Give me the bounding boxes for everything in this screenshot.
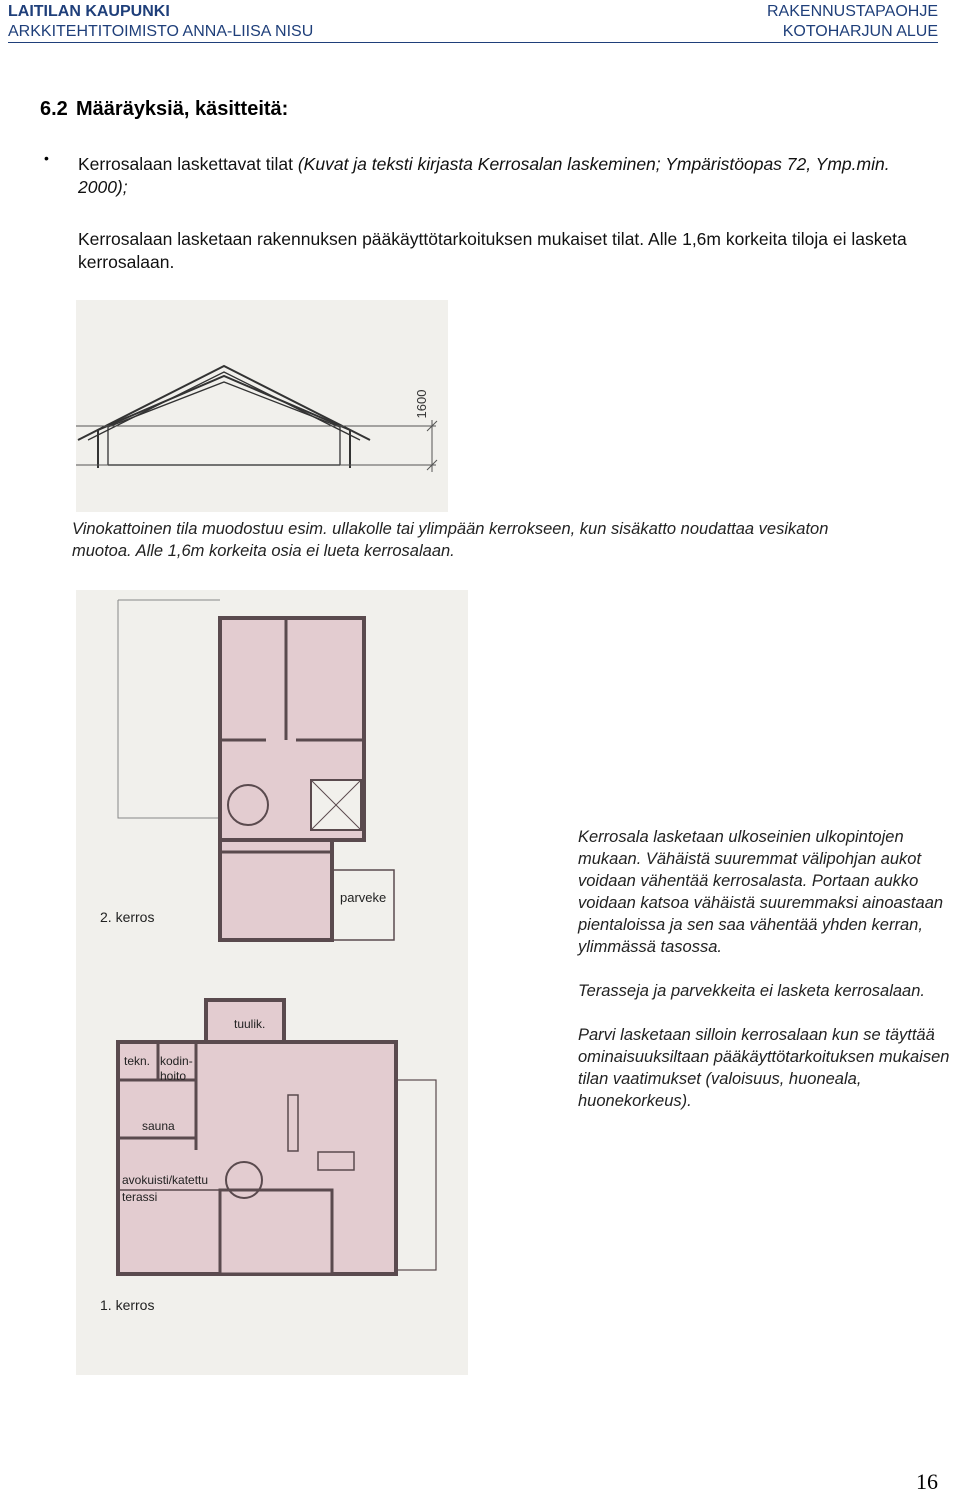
- section-title: Määräyksiä, käsitteitä:: [76, 98, 289, 120]
- utility-label-1: kodin-: [160, 1054, 193, 1068]
- header-office: ARKKITEHTITOIMISTO ANNA-LIISA NISU: [8, 23, 314, 40]
- side-paragraph-2: Terasseja ja parvekkeita ei lasketa kerrosalaan.: [578, 982, 925, 1000]
- wall-inner-outline: [108, 382, 340, 465]
- side-paragraph-1: Kerrosala lasketaan ulkoseinien ulkopintojen mukaan. Vähäistä suuremmat välipohjan aukot voidaan vähentää kerrosalasta. Portaan aukko voidaan katsoa vähäistä suuremmaksi ainoastaan pientaloissa ja sen saa vähentää yhden kerran, ylimmässä tasossa.: [578, 828, 944, 956]
- terrace-label-1: avokuisti/katettu: [122, 1173, 209, 1187]
- floor-area-explanation: [578, 826, 960, 1134]
- header-municipality: LAITILAN KAUPUNKI: [8, 3, 170, 20]
- roof-section-caption: Vinokattoinen tila muodostuu esim. ullakolle tai ylimpään kerrokseen, kun sisäkatto noudattaa vesikaton muotoa. Alle 1,6m korkeita osia ei lueta kerrosalaan.: [72, 520, 829, 560]
- section-number: 6.2: [40, 98, 68, 120]
- wall-outline: [98, 376, 350, 468]
- balcony-label: parveke: [340, 890, 387, 905]
- lower-floor-label: 1. kerros: [100, 1297, 155, 1313]
- intro-lead: Kerrosalaan laskettavat tilat: [78, 154, 293, 174]
- dimension-label: 1600: [414, 389, 429, 419]
- utility-label-2: hoito: [160, 1069, 187, 1083]
- roof-projection-line: [118, 600, 220, 818]
- section-heading: [40, 96, 288, 122]
- intro-source: (Kuvat ja teksti kirjasta Kerrosalan laskeminen; Ympäristöopas 72, Ymp.min. 2000);: [78, 154, 890, 197]
- upper-floor-lower-wing: [220, 840, 332, 940]
- roof-outer-line: [78, 366, 370, 440]
- lower-terrace-outline: [396, 1080, 436, 1270]
- lower-bedroom: [220, 1190, 332, 1274]
- tech-label: tekn.: [124, 1054, 151, 1068]
- header-document-type: RAKENNUSTAPAOHJE: [767, 3, 938, 20]
- header-area: KOTOHARJUN ALUE: [782, 23, 938, 40]
- upper-floor-label: 2. kerros: [100, 909, 155, 925]
- bullet-icon: •: [44, 150, 49, 166]
- intro-lead-paragraph: [78, 153, 928, 199]
- roof-section-drawing: [76, 300, 448, 512]
- windbreak-label: tuulik.: [234, 1017, 266, 1031]
- header-divider: [8, 42, 938, 43]
- intro-paragraph: Kerrosalaan lasketaan rakennuksen pääkäyttötarkoituksen mukaiset tilat. Alle 1,6m korkeita tiloja ei lasketa kerrosalaan.: [78, 229, 907, 272]
- side-paragraph-3: Parvi lasketaan silloin kerrosalaan kun se täyttää ominaisuuksiltaan pääkäyttötarkoituksen mukaisen tilan vaatimukset (valoisuus, huoneala, huonekorkeus).: [578, 1026, 950, 1110]
- floor-plans-figure: [76, 590, 468, 1375]
- upper-floor-plan: [100, 618, 394, 940]
- lower-floor-plan: [100, 1000, 436, 1313]
- sauna-label: sauna: [142, 1119, 175, 1133]
- page-number: 16: [916, 1469, 938, 1494]
- roof-section-figure: [76, 300, 448, 512]
- balcony-outline: [332, 870, 394, 940]
- floor-plans-drawing: [76, 590, 468, 1375]
- terrace-label-2: terassi: [122, 1190, 158, 1204]
